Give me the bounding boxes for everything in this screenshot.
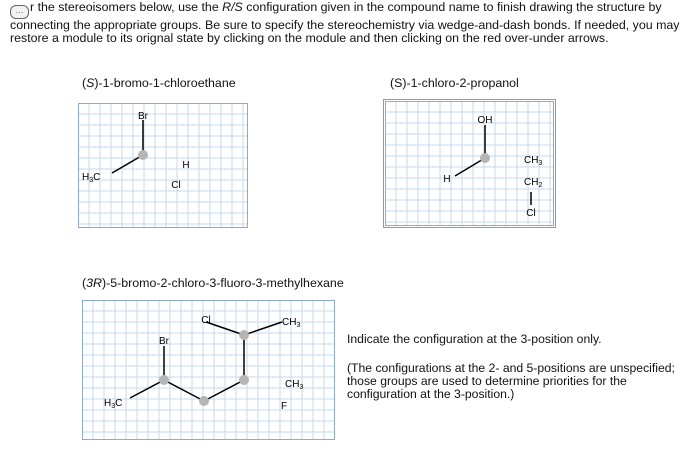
- carbon-node[interactable]: [199, 396, 209, 406]
- stereocenter-node[interactable]: [239, 375, 249, 385]
- atom-ch3-right[interactable]: $CH_3$: [285, 379, 304, 391]
- atom-cl[interactable]: Cl: [171, 180, 181, 191]
- priority-explanation: (The configurations at the 2- and 5-positions are unspecified; those groups are used to determine priorities for the configuration at the 3-position.): [347, 361, 675, 401]
- bond-c3-c4: [204, 380, 244, 401]
- atom-h3c[interactable]: $H_3C$: [82, 172, 101, 184]
- atom-f[interactable]: F: [280, 401, 288, 412]
- atom-oh[interactable]: OH: [477, 115, 493, 126]
- atom-h3c[interactable]: $H_3C$: [104, 398, 123, 410]
- carbon-node[interactable]: [159, 375, 169, 385]
- module-border: [79, 104, 248, 228]
- configuration-note: Indicate the configuration at the 3-position only.: [347, 332, 602, 346]
- compound-3-drawing-module[interactable]: [82, 300, 335, 440]
- compound-2-canvas[interactable]: [385, 101, 554, 226]
- atom-ch3[interactable]: $CH_3$: [524, 155, 543, 167]
- instructions-text: … r the stereoisomers below, use the R/S configuration given in the compound name to finish drawing the structure by connecting the appropriate groups. Be sure to specify the stereochemistry via wedge-and-dash bonds. If needed, you may restore a module to its orignal state by clicking on the module and then clicking on the red over-under arrows.: [10, 0, 680, 46]
- compound-2-name: (S)-1-chloro-2-propanol: [390, 76, 519, 90]
- atom-h[interactable]: H: [443, 174, 451, 185]
- stereocenter-node[interactable]: [480, 153, 490, 163]
- carbon-node[interactable]: [239, 330, 249, 340]
- comment-icon[interactable]: …: [10, 5, 29, 19]
- atom-br[interactable]: Br: [138, 111, 148, 122]
- compound-3-name: (3R)-5-bromo-2-chloro-3-fluoro-3-methylhexane: [82, 276, 344, 290]
- compound-3-canvas[interactable]: [82, 300, 335, 440]
- compound-2-drawing-module[interactable]: [385, 101, 554, 226]
- atom-ch3-top[interactable]: $CH_3$: [282, 317, 301, 329]
- compound-1-name: (S)-1-bromo-1-chloroethane: [82, 76, 236, 90]
- atom-cl[interactable]: Cl: [201, 315, 211, 326]
- stereocenter-node[interactable]: [138, 150, 148, 160]
- atom-h[interactable]: H: [182, 160, 190, 171]
- atom-ch2[interactable]: $CH_2$: [524, 177, 543, 189]
- atom-cl[interactable]: Cl: [526, 208, 536, 219]
- compound-1-drawing-module[interactable]: [78, 103, 248, 228]
- atom-br[interactable]: Br: [159, 336, 169, 347]
- compound-1-canvas[interactable]: [78, 103, 248, 228]
